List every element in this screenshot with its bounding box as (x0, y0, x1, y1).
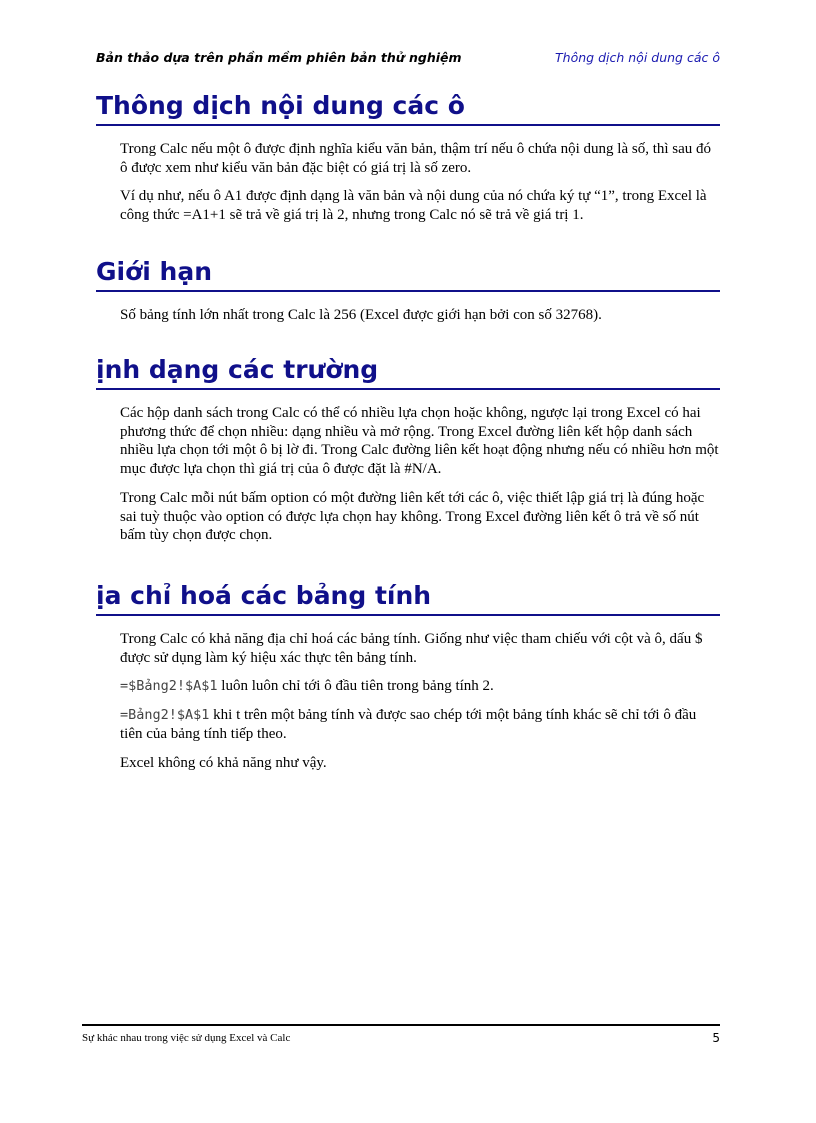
paragraph: Số bảng tính lớn nhất trong Calc là 256 (Excel được giới hạn bởi con số 32768). (120, 307, 602, 323)
code-explanation: khi t trên một bảng tính và được sao chép tới một bảng tính khác sẽ chỉ tới ô đầu tiên của bảng tính tiếp theo. (120, 707, 697, 742)
code-example-line (120, 706, 720, 743)
paragraph: Trong Calc có khả năng địa chỉ hoá các bảng tính. Giống như việc tham chiếu với cột và ô, dấu $ được sử dụng làm ký hiệu xác thực tên bảng tính. (120, 631, 703, 666)
paragraph: Excel không có khả năng như vậy. (120, 754, 327, 771)
running-header (96, 50, 720, 70)
section-limits (96, 256, 720, 325)
header-left-text: Bản thảo dựa trên phần mềm phiên bản thử nghiệm (96, 50, 462, 65)
page-number: 5 (712, 1031, 720, 1045)
section-title: ịa chỉ hoá các bảng tính (96, 580, 720, 616)
paragraph: Trong Calc nếu một ô được định nghĩa kiểu văn bản, thậm trí nếu ô chứa nội dung là số, thì sau đó ô được xem như kiểu văn bản đặc biệt có giá trị là số zero. (120, 141, 712, 176)
code-example-line (120, 677, 720, 696)
footer-title: Sự khác nhau trong việc sử dụng Excel và Calc (82, 1032, 291, 1044)
section-interpretation (96, 90, 720, 225)
section-title: ịnh dạng các trường (96, 354, 720, 390)
section-title: Giới hạn (96, 256, 720, 292)
page-footer (82, 1024, 720, 1051)
section-field-format (96, 354, 720, 545)
section-sheet-addressing (96, 580, 720, 772)
code-snippet: =Bảng2!$A$1 (120, 707, 210, 724)
code-explanation: luôn luôn chỉ tới ô đầu tiên trong bảng tính 2. (217, 678, 494, 695)
paragraph: Các hộp danh sách trong Calc có thể có nhiều lựa chọn hoặc không, ngược lại trong Excel có hai phương thức để chọn nhiều: dạng nhiều và mở rộng. Trong Excel đường liên kết hộp danh sách nhiều lựa chọn tới một ô bị lờ đi. Trong Calc đường liên kết hoạt động nhưng nếu có nhiều hơn một mục được lựa chọn thì giá trị của ô được đặt là #N/A. (120, 405, 719, 478)
paragraph: Trong Calc mỗi nút bấm option có một đường liên kết tới các ô, việc thiết lập giá trị là đúng hoặc sai tuỳ thuộc vào option có được lựa chọn hay không. Trong Excel đường liên kết ô trả về số nút bấm tùy chọn được chọn. (120, 489, 705, 544)
code-snippet: =$Bảng2!$A$1 (120, 678, 218, 695)
section-title: Thông dịch nội dung các ô (96, 90, 720, 126)
paragraph: Ví dụ như, nếu ô A1 được định dạng là văn bản và nội dung của nó chứa ký tự “1”, trong Excel là công thức =A1+1 sẽ trả về giá trị là 2, nhưng trong Calc nó sẽ trả về giá trị 1. (120, 188, 707, 224)
header-right-text: Thông dịch nội dung các ô (555, 50, 720, 65)
